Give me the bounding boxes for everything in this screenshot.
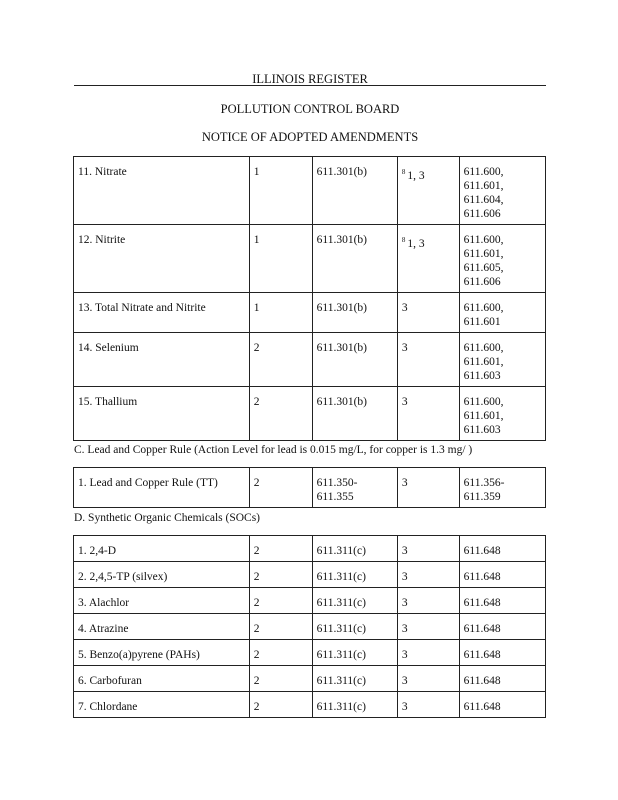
table-row	[74, 588, 546, 614]
note-cell: 3	[397, 640, 459, 666]
note-cell: 3	[397, 293, 459, 333]
level-cell: 2	[249, 536, 312, 562]
contaminant-table-lead-copper	[73, 467, 546, 508]
table-row	[74, 387, 546, 441]
note-cell: 3	[397, 614, 459, 640]
contaminant-name: 4. Atrazine	[74, 614, 250, 640]
table-row	[74, 640, 546, 666]
section-cell: 611.301(b)	[312, 157, 397, 225]
reference-cell: 611.648	[459, 640, 545, 666]
section-cell: 611.311(c)	[312, 640, 397, 666]
contaminant-name: 1. Lead and Copper Rule (TT)	[74, 468, 250, 508]
note-cell	[397, 225, 459, 293]
table-row	[74, 225, 546, 293]
level-cell: 2	[249, 640, 312, 666]
register-title: ILLINOIS REGISTER	[252, 72, 368, 86]
level-cell: 2	[249, 588, 312, 614]
note-text: 1, 3	[407, 169, 425, 182]
contaminant-name: 13. Total Nitrate and Nitrite	[74, 293, 250, 333]
section-cell: 611.301(b)	[312, 387, 397, 441]
level-cell: 2	[249, 614, 312, 640]
note-cell: 3	[397, 536, 459, 562]
table-row	[74, 157, 546, 225]
contaminant-name: 12. Nitrite	[74, 225, 250, 293]
reference-cell: 611.648	[459, 614, 545, 640]
table-row	[74, 562, 546, 588]
section-cell: 611.311(c)	[312, 588, 397, 614]
table-row	[74, 666, 546, 692]
level-cell: 2	[249, 562, 312, 588]
contaminant-table-socs	[73, 535, 546, 718]
level-cell: 2	[249, 692, 312, 718]
contaminant-name: 7. Chlordane	[74, 692, 250, 718]
level-cell: 1	[249, 157, 312, 225]
contaminant-name: 1. 2,4-D	[74, 536, 250, 562]
note-cell: 3	[397, 333, 459, 387]
table-row	[74, 536, 546, 562]
table-row	[74, 692, 546, 718]
contaminant-name: 2. 2,4,5-TP (silvex)	[74, 562, 250, 588]
note-cell: 3	[397, 692, 459, 718]
level-cell: 2	[249, 666, 312, 692]
level-cell: 2	[249, 333, 312, 387]
note-cell: 3	[397, 387, 459, 441]
section-cell: 611.301(b)	[312, 333, 397, 387]
contaminant-name: 6. Carbofuran	[74, 666, 250, 692]
section-d-heading: D. Synthetic Organic Chemicals (SOCs)	[74, 512, 260, 524]
reference-cell: 611.356- 611.359	[459, 468, 545, 508]
reference-cell: 611.600, 611.601, 611.604, 611.606	[459, 157, 545, 225]
footnote-marker: 8	[401, 168, 406, 176]
contaminant-name: 5. Benzo(a)pyrene (PAHs)	[74, 640, 250, 666]
table-row	[74, 293, 546, 333]
notice-title: NOTICE OF ADOPTED AMENDMENTS	[201, 130, 419, 144]
section-cell: 611.311(c)	[312, 562, 397, 588]
section-cell: 611.301(b)	[312, 293, 397, 333]
section-cell: 611.301(b)	[312, 225, 397, 293]
table-row	[74, 614, 546, 640]
reference-cell: 611.648	[459, 666, 545, 692]
reference-cell: 611.600, 611.601, 611.603	[459, 387, 545, 441]
note-cell: 3	[397, 666, 459, 692]
section-cell: 611.311(c)	[312, 666, 397, 692]
section-cell: 611.350- 611.355	[312, 468, 397, 508]
board-title: POLLUTION CONTROL BOARD	[220, 102, 400, 116]
section-cell: 611.311(c)	[312, 692, 397, 718]
reference-cell: 611.600, 611.601, 611.603	[459, 333, 545, 387]
contaminant-name: 3. Alachlor	[74, 588, 250, 614]
note-cell	[397, 157, 459, 225]
reference-cell: 611.648	[459, 536, 545, 562]
reference-cell: 611.648	[459, 692, 545, 718]
footnote-marker: 8	[401, 236, 406, 244]
contaminant-table-inorganic	[73, 156, 546, 441]
reference-cell: 611.648	[459, 562, 545, 588]
reference-cell: 611.600, 611.601	[459, 293, 545, 333]
section-cell: 611.311(c)	[312, 536, 397, 562]
contaminant-name: 11. Nitrate	[74, 157, 250, 225]
level-cell: 1	[249, 293, 312, 333]
level-cell: 2	[249, 468, 312, 508]
section-c-heading: C. Lead and Copper Rule (Action Level for lead is 0.015 mg/L, for copper is 1.3 mg/ )	[74, 444, 473, 456]
level-cell: 2	[249, 387, 312, 441]
header-rule	[74, 85, 546, 86]
contaminant-name: 14. Selenium	[74, 333, 250, 387]
level-cell: 1	[249, 225, 312, 293]
section-cell: 611.311(c)	[312, 614, 397, 640]
reference-cell: 611.600, 611.601, 611.605, 611.606	[459, 225, 545, 293]
table-row	[74, 333, 546, 387]
contaminant-name: 15. Thallium	[74, 387, 250, 441]
note-text: 1, 3	[407, 237, 425, 250]
note-cell: 3	[397, 562, 459, 588]
reference-cell: 611.648	[459, 588, 545, 614]
note-cell: 3	[397, 468, 459, 508]
note-cell: 3	[397, 588, 459, 614]
table-row	[74, 468, 546, 508]
